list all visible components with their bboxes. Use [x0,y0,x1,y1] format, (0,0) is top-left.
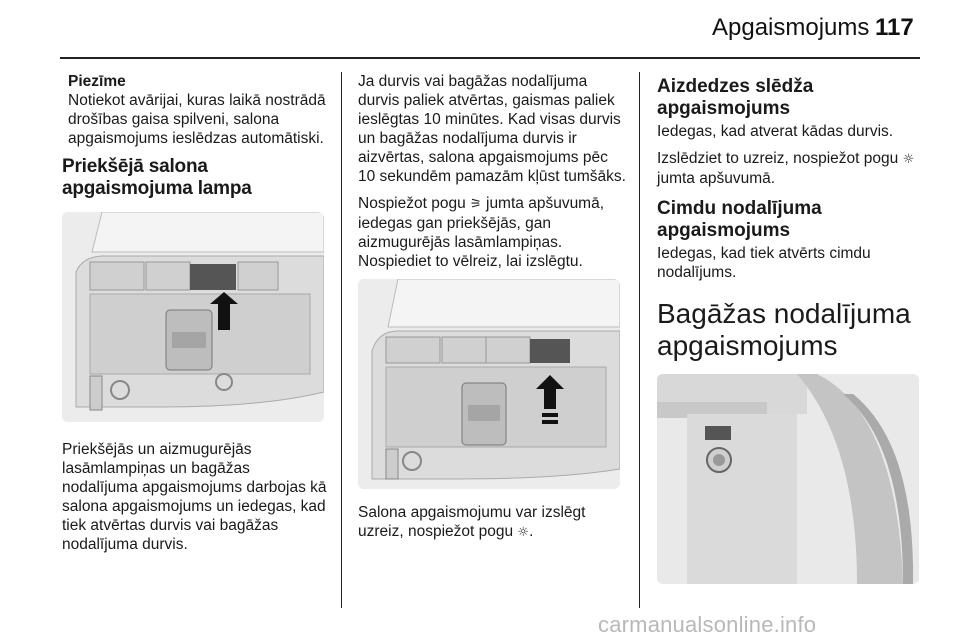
paragraph: Salona apgaismojumu var izslēgt uzreiz, nospiežot pogu ☼. [358,504,586,540]
column-middle [358,72,628,550]
page-title: Apgaismojums [712,14,870,41]
note-box [62,72,328,148]
column-divider [341,72,342,608]
column-right [657,72,922,584]
paragraph: Izslēdziet to uzreiz, nospiežot pogu ☼ jumta apšuvumā. [657,150,915,187]
paragraph: Iedegas, kad tiek atvērts cimdu nodalījums. [657,245,871,281]
paragraph: Priekšējās un aizmugurējās lasāmlampiņas un bagāžas nodalījuma apgaismojums darbojas kā salona apgaismojums un iedegas, kad tiek atvērtas durvis vai bagāžas nodalījuma durvis. [62,441,327,553]
section-title: Bagāžas nodalījuma apgaismojums [657,298,911,361]
paragraph: Nospiežot pogu ⚞ jumta apšuvumā, iedegas gan priekšējās, gan aizmugurējās lasāmlampiņas. Nospiediet to vēlreiz, lai izslēgtu. [358,195,605,270]
section-heading: Cimdu nodalījuma apgaismojums [657,198,822,241]
section-heading: Priekšējā salona apgaismojuma lampa [62,156,252,199]
page-number: 117 [875,14,914,41]
luggage-compartment-figure [657,374,919,584]
section-heading: Aizdedzes slēdža apgaismojums [657,76,814,119]
dome-light-icon: ⚞ [470,197,482,212]
column-divider [639,72,640,608]
paragraph: Ja durvis vai bagāžas nodalījuma durvis paliek atvērtas, gaismas paliek ieslēgtas 10 minūtes. Kad visas durvis un bagāžas nodalījuma durvis ir aizvērtas, salona apgaismojums pēc 10 sekundēm pamazām kļūst tumšāks. [358,73,626,185]
note-text: Notiekot avārijai, kuras laikā nostrādā drošības gaisa spilveni, salona apgaismojums ieslēdzas automātiski. [68,92,326,147]
light-off-icon: ☼ [517,525,530,540]
paragraph: Iedegas, kad atverat kādas durvis. [657,123,894,140]
watermark: carmanualsonline.info [598,612,817,637]
column-left [62,72,328,562]
header-rule [60,57,920,59]
light-off-icon: ☼ [902,152,915,167]
note-title: Piezīme [68,73,126,90]
roof-console-figure [358,279,620,489]
front-lamp-figure [62,212,324,422]
